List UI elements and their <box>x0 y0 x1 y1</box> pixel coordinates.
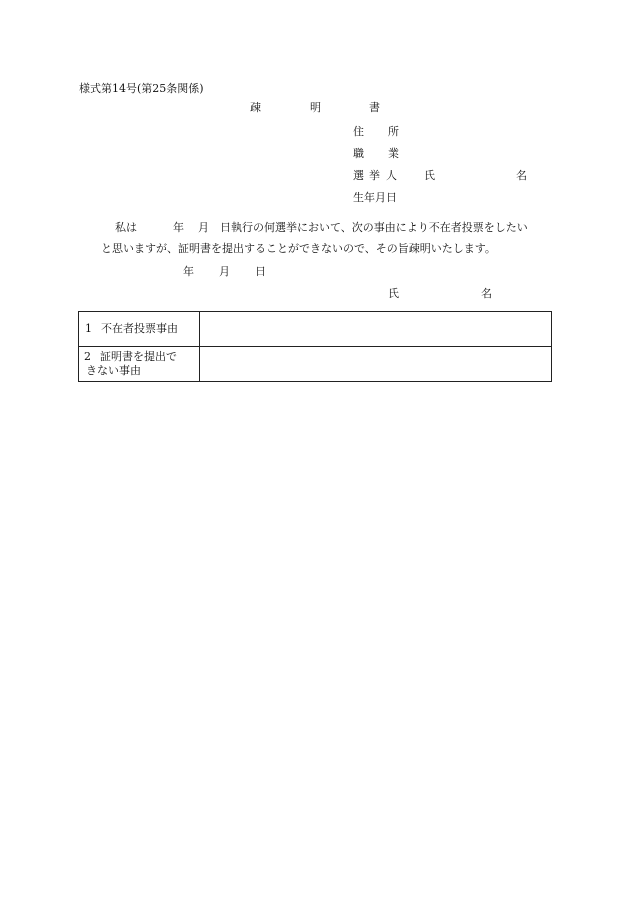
statement-watashi: 私は <box>115 221 137 234</box>
date-year: 年 <box>183 265 194 278</box>
row-number: 1 <box>85 322 92 335</box>
birthdate-label: 生年月日 <box>353 191 397 204</box>
applicant-name-label-1: 氏 <box>424 169 435 182</box>
elector-label-1: 選 <box>353 169 364 182</box>
row-label: 不在者投票事由 <box>101 322 178 335</box>
reason-label-cell <box>79 312 200 347</box>
table-row <box>79 312 552 347</box>
table-row <box>79 347 552 382</box>
reason-table <box>78 311 552 382</box>
no-certificate-reason-field[interactable] <box>200 347 552 382</box>
occupation-label-2: 業 <box>388 147 399 160</box>
signature-name-label-1: 氏 <box>388 287 399 300</box>
row-number: 2 <box>84 350 91 363</box>
statement-line2: と思いますが、証明書を提出することができないので、その旨疎明いたします。 <box>101 242 496 255</box>
title-char-2: 明 <box>310 101 321 114</box>
form-number: 様式第14号(第25条関係) <box>79 82 204 95</box>
title-char-3: 書 <box>369 101 380 114</box>
applicant-name-label-2: 名 <box>516 169 527 182</box>
statement-month: 月 <box>198 221 209 234</box>
row-label-line1: 証明書を提出で <box>100 350 177 363</box>
address-label-2: 所 <box>388 125 399 138</box>
occupation-label-1: 職 <box>353 147 364 160</box>
date-day: 日 <box>255 265 266 278</box>
row-label-line2: きない事由 <box>86 364 141 377</box>
signature-name-label-2: 名 <box>481 287 492 300</box>
date-month: 月 <box>219 265 230 278</box>
elector-label-3: 人 <box>386 169 397 182</box>
reason-label-cell <box>79 347 200 382</box>
absentee-reason-field[interactable] <box>200 312 552 347</box>
statement-line1-rest: 日執行の何選挙において、次の事由により不在者投票をしたい <box>220 221 528 234</box>
statement-year: 年 <box>173 221 184 234</box>
address-label-1: 住 <box>353 125 364 138</box>
elector-label-2: 挙 <box>369 169 380 182</box>
title-char-1: 疎 <box>250 101 261 114</box>
